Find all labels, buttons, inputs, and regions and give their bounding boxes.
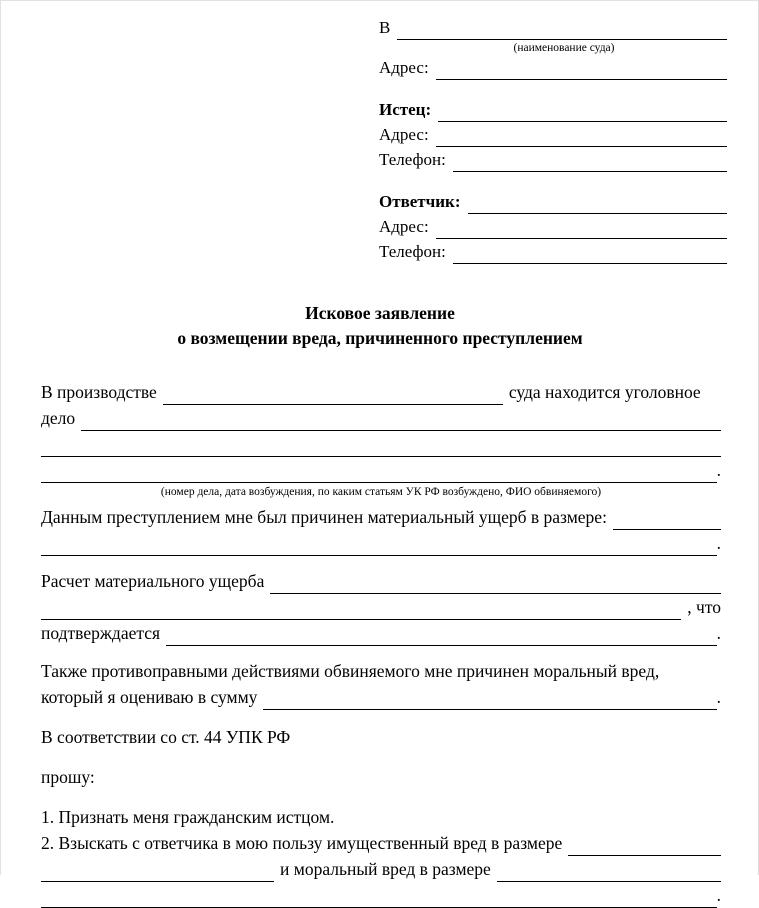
- document-body: [41, 379, 721, 908]
- damage-amount-text: Данным преступлением мне был причинен материальный ущерб в размере:: [41, 507, 607, 527]
- damage-amount-period: .: [716, 533, 721, 553]
- request-item-1: [41, 804, 721, 830]
- request-item-2-line-2: [41, 856, 721, 882]
- spacer-before-items: [41, 790, 721, 804]
- request-item-2-period: .: [716, 885, 721, 905]
- court-address-row: [379, 55, 727, 80]
- spacer-before-article: [41, 710, 721, 724]
- plaintiff-phone-row: [379, 147, 727, 172]
- case-intro-line-4: [41, 457, 721, 483]
- moral-damage-sum-label: который я оцениваю в сумму: [41, 687, 258, 707]
- plaintiff-phone-label: Телефон:: [379, 150, 446, 169]
- request-header-text: прошу:: [41, 767, 95, 787]
- court-prefix-label: В: [379, 18, 391, 37]
- plaintiff-name-blank[interactable]: [438, 103, 727, 122]
- case-intro-prefix: В производстве: [41, 382, 157, 402]
- calculation-line-2: [41, 594, 721, 620]
- plaintiff-address-blank[interactable]: [436, 128, 727, 147]
- defendant-address-label: Адрес:: [379, 217, 429, 236]
- defendant-row: [379, 189, 727, 214]
- request-header-line: [41, 764, 721, 790]
- defendant-label: Ответчик:: [379, 192, 461, 211]
- moral-damage-claim-blank-cont[interactable]: [41, 888, 717, 908]
- plaintiff-address-label: Адрес:: [379, 125, 429, 144]
- document-title-line1: Исковое заявление: [305, 303, 455, 323]
- plaintiff-address-row: [379, 122, 727, 147]
- damage-amount-blank-2[interactable]: [41, 536, 717, 556]
- property-damage-blank[interactable]: [568, 836, 721, 856]
- case-court-blank[interactable]: [163, 385, 503, 405]
- legal-article-text: В соответствии со ст. 44 УПК РФ: [41, 727, 291, 747]
- defendant-phone-blank[interactable]: [453, 245, 727, 264]
- moral-damage-blank[interactable]: [263, 690, 716, 710]
- case-details-blank-1[interactable]: [81, 411, 721, 431]
- case-intro-period: .: [716, 460, 721, 480]
- property-damage-blank-cont[interactable]: [41, 862, 274, 882]
- addressee-block: [379, 15, 727, 264]
- spacer-before-request: [41, 750, 721, 764]
- spacer-before-moral: [41, 646, 721, 658]
- case-intro-suffix: суда находится уголовное: [508, 382, 701, 402]
- court-name-blank[interactable]: [397, 21, 727, 40]
- defendant-phone-label: Телефон:: [379, 242, 446, 261]
- request-item-2-line-1: [41, 830, 721, 856]
- plaintiff-row: [379, 97, 727, 122]
- court-name-caption: (наименование суда): [513, 42, 615, 54]
- defendant-phone-row: [379, 239, 727, 264]
- court-address-blank[interactable]: [436, 61, 727, 80]
- damage-amount-line-2: [41, 530, 721, 556]
- defendant-name-blank[interactable]: [468, 195, 728, 214]
- case-details-blank-2[interactable]: [41, 437, 721, 457]
- spacer-after-plaintiff: [379, 172, 727, 189]
- case-word-label: дело: [41, 408, 76, 428]
- request-item-1-text: 1. Признать меня гражданским истцом.: [41, 807, 335, 827]
- spacer-before-calculation: [41, 556, 721, 568]
- calculation-text: Расчет материального ущерба: [41, 571, 265, 591]
- court-name-row: [379, 15, 727, 40]
- calculation-connector: , что: [687, 597, 721, 617]
- spacer-after-court: [379, 80, 727, 97]
- defendant-address-row: [379, 214, 727, 239]
- confirmation-text: подтверждается: [41, 623, 161, 643]
- case-details-caption: (номер дела, дата возбуждения, по каким статьям УК РФ возбуждено, ФИО обвиняемого): [160, 486, 602, 498]
- moral-damage-period: .: [716, 687, 721, 707]
- damage-amount-line-1: [41, 504, 721, 530]
- defendant-address-blank[interactable]: [436, 220, 727, 239]
- case-intro-line-1: [41, 379, 721, 405]
- request-item-2-connector: и моральный вред в размере: [280, 859, 491, 879]
- case-intro-line-2: [41, 405, 721, 431]
- calculation-line-1: [41, 568, 721, 594]
- moral-damage-claim-blank[interactable]: [497, 862, 721, 882]
- moral-damage-line-1: [41, 658, 721, 684]
- case-details-blank-3[interactable]: [41, 463, 717, 483]
- calculation-line-3: [41, 620, 721, 646]
- calculation-blank-2[interactable]: [41, 600, 681, 620]
- plaintiff-phone-blank[interactable]: [453, 153, 727, 172]
- plaintiff-label: Истец:: [379, 100, 432, 119]
- request-item-2-text: 2. Взыскать с ответчика в мою пользу имущественный вред в размере: [41, 833, 563, 853]
- damage-amount-blank-1[interactable]: [613, 510, 721, 530]
- moral-damage-text: Также противоправными действиями обвиняемого мне причинен моральный вред,: [41, 661, 660, 681]
- confirmation-blank[interactable]: [166, 626, 717, 646]
- moral-damage-line-2: [41, 684, 721, 710]
- calculation-blank-1[interactable]: [270, 574, 721, 594]
- legal-article-line: [41, 724, 721, 750]
- case-intro-line-3: [41, 431, 721, 457]
- document-title: [41, 301, 719, 351]
- confirmation-period: .: [716, 623, 721, 643]
- document-title-line2: о возмещении вреда, причиненного преступлением: [177, 328, 583, 348]
- court-address-label: Адрес:: [379, 58, 429, 77]
- request-item-2-line-3: [41, 882, 721, 908]
